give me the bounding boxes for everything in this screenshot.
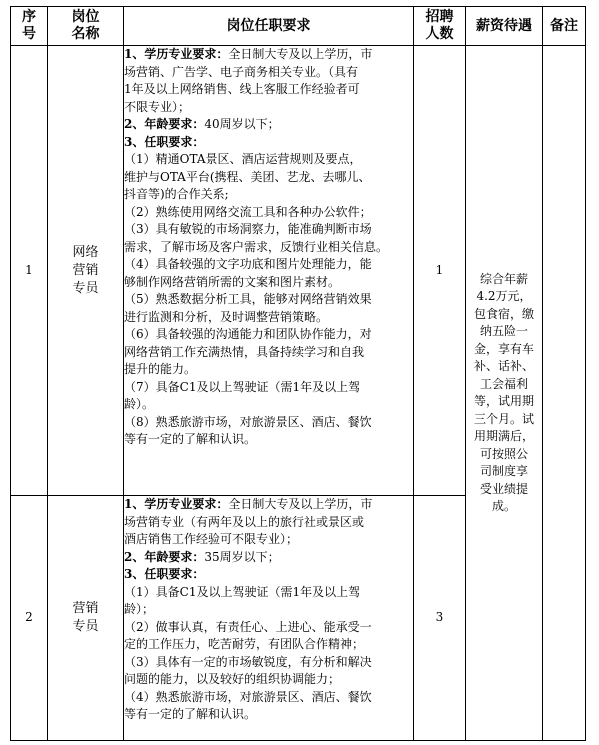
row-2-seq: 2 [11,496,48,741]
row-2-count: 3 [414,496,466,741]
row-1-count: 1 [414,46,466,496]
salary-cell: 综合年薪 4.2万元， 包食宿，缴 纳五险一 金，享有车 补、话补、 工会福利 等，试用期 三个月。试 用期满后， 可按照公 司制度享 受业绩提 成。 [466,46,543,741]
header-remark: 备注 [543,7,586,46]
header-seq: 序 号 [11,7,48,46]
header-salary: 薪资待遇 [466,7,543,46]
header-row [11,7,586,46]
row-2-requirements: 1、学历专业要求：全日制大专及以上学历，市 场营销专业（有两年及以上的旅行社或景区或 酒店销售工作经验可不限专业）； 2、年龄要求：35周岁以下； 3、任职要求： （1）具备C1及以上驾驶证（需1年及以上驾 龄）； （2）做事认真，有责任心、上进心、能承受一 定的工作压力，吃苦耐劳，有团队合作精神； （3）具体有一定的市场敏锐度，有分析和解决 问题的能力，以及较好的组织协调能力； （4）熟悉旅游市场，对旅游景区、酒店、餐饮 等有一定的了解和认识。 [124,496,414,741]
header-requirements: 岗位任职要求 [124,7,414,46]
recruitment-table [10,6,586,741]
remark-cell [543,46,586,741]
table-row-1 [11,46,586,496]
header-position: 岗位 名称 [48,7,124,46]
header-count: 招聘 人数 [414,7,466,46]
row-1-requirements: 1、学历专业要求：全日制大专及以上学历，市 场营销、广告学、电子商务相关专业。（具有 1年及以上网络销售、线上客服工作经验者可 不限专业）； 2、年龄要求：40周岁以下； 3、任职要求： （1）精通OTA景区、酒店运营规则及要点， 维护与OTA平台(携程、美团、艺龙、去哪儿、 抖音等)的合作关系; （2）熟练使用网络交流工具和各种办公软件； （3）具有敏锐的市场洞察力，能准确判断市场 需求，了解市场及客户需求，反馈行业相关信息。 （4）具备较强的文字功底和图片处理能力，能 够制作网络营销所需的文案和图片素材。 （5）熟悉数据分析工具，能够对网络营销效果 进行监测和分析，及时调整营销策略。 （6）具备较强的沟通能力和团队协作能力，对 网络营销工作充满热情，具备持续学习和自我 提升的能力。 （7）具备C1及以上驾驶证（需1年及以上驾 龄）。 （8）熟悉旅游市场，对旅游景区、酒店、餐饮 等有一定的了解和认识。 [124,46,414,496]
row-1-seq: 1 [11,46,48,496]
row-1-position: 网络 营销 专员 [48,46,124,496]
row-2-position: 营销 专员 [48,496,124,741]
